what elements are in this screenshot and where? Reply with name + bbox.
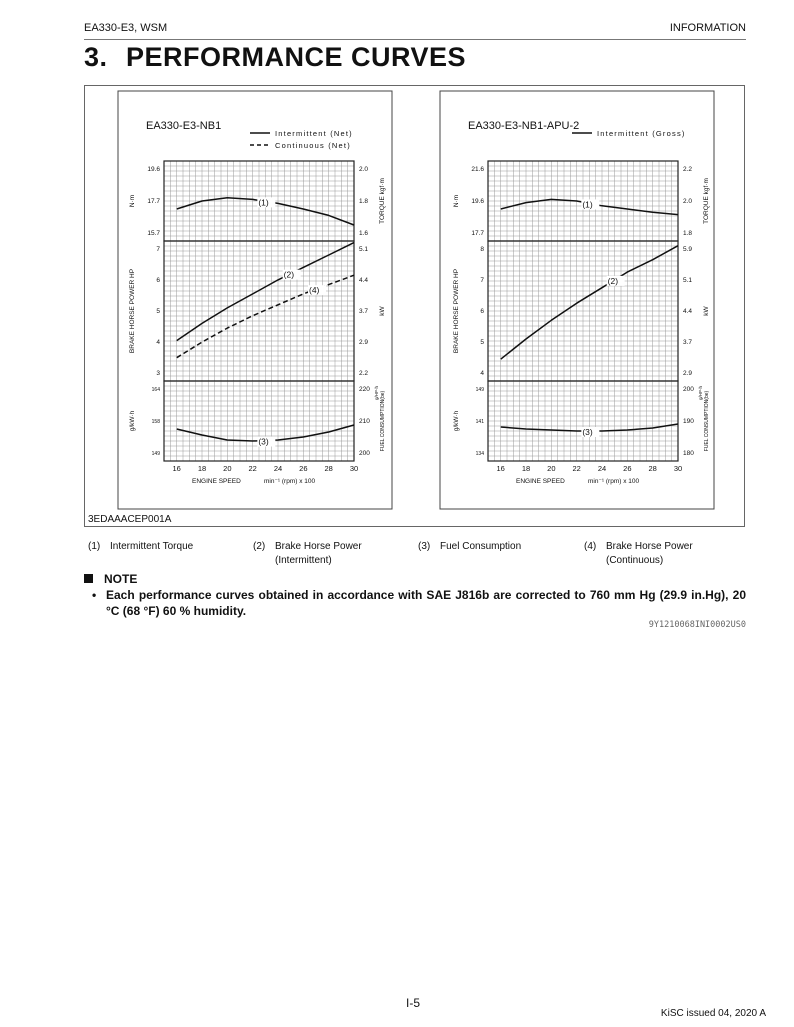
legend-item-4-text: Brake Horse Power — [606, 541, 693, 552]
legend-item-2-num: (2) — [253, 541, 266, 552]
chart2-fuel-right-tick: 190 — [683, 418, 694, 425]
chart1-torque-right-label: TORQUE kgf·m — [379, 178, 386, 224]
header-section: INFORMATION — [669, 22, 746, 34]
chart2-fuel-left-tick: 149 — [475, 387, 484, 393]
chart1-power-left-tick: 5 — [156, 308, 160, 315]
chart1-x-tick: 24 — [273, 464, 283, 473]
chart2-legend-label-1: Intermittent (Gross) — [597, 129, 686, 138]
chart1-torque-right-tick: 2.0 — [359, 166, 369, 173]
chart2-power-right-tick: 3.7 — [683, 339, 693, 346]
legend-item-4-text2: (Continuous) — [606, 555, 664, 566]
chart1-border — [118, 91, 392, 509]
page-title-number: 3. — [84, 42, 108, 72]
chart1-fuel-left-label: g/kW·h — [129, 410, 136, 432]
chart2-torque-right-tick: 2.2 — [683, 166, 693, 173]
chart1-x-tick: 28 — [324, 464, 333, 473]
chart2-power-left-tick: 4 — [480, 370, 484, 377]
legend-item-2 — [253, 540, 362, 568]
chart2-x-tick: 30 — [673, 464, 683, 473]
chart1-power-series-label: (2) — [283, 269, 295, 280]
chart2-power-series-label: (2) — [607, 275, 619, 286]
chart1-torque-left-tick: 15.7 — [147, 230, 160, 237]
chart1-power-right-tick: 2.9 — [359, 339, 369, 346]
legend-item-4 — [584, 540, 693, 568]
chart2-power-left-label: BRAKE HORSE POWER HP — [453, 268, 460, 354]
chart2-power-right-tick: 4.4 — [683, 308, 693, 315]
chart2-torque-left-tick: 19.6 — [471, 198, 484, 205]
chart2-x-tick: 22 — [572, 464, 581, 473]
legend-item-3 — [418, 540, 521, 554]
chart1-power-right-tick: 4.4 — [359, 277, 369, 284]
chart1-title: EA330-E3-NB1 — [146, 120, 222, 132]
chart1-fuel-left-tick: 164 — [151, 387, 160, 393]
chart2-torque-left-tick: 21.6 — [471, 166, 484, 173]
chart2-power-right-tick: 5.1 — [683, 277, 693, 284]
chart2-torque-left-label: N·m — [453, 194, 460, 208]
chart2-fuel-left-tick: 141 — [475, 419, 484, 425]
note-text: Each performance curves obtained in accordance with SAE J816b are corrected to 760 mm Hg (29.9 in.Hg), 20 °C (68 °F) 60 % humidity. — [106, 588, 746, 618]
chart1-legend-label-2: Continuous (Net) — [275, 141, 351, 150]
note-heading-text: NOTE — [104, 572, 138, 586]
chart2-x-tick: 16 — [496, 464, 505, 473]
chart2-xunit: min⁻¹ (rpm) x 100 — [588, 478, 640, 485]
chart1-torque-left-tick: 17.7 — [147, 198, 160, 205]
chart2-x-tick: 24 — [597, 464, 607, 473]
figure-id: 3EDAAACEP001A — [88, 514, 172, 525]
note-bullet: • — [92, 588, 97, 602]
chart2-fuel-left-label: g/kW·h — [453, 410, 460, 432]
chart1-fuel-right-tick: 210 — [359, 418, 370, 425]
page-title-text: PERFORMANCE CURVES — [126, 42, 467, 72]
legend-item-3-text: Fuel Consumption — [440, 541, 522, 552]
chart1-power-left-tick: 7 — [156, 246, 160, 253]
chart2-power-left-tick: 5 — [480, 339, 484, 346]
chart2-power-left-tick: 8 — [480, 246, 484, 253]
chart2-power-left-tick: 6 — [480, 308, 484, 315]
chart1-xlabel: ENGINE SPEED — [192, 478, 241, 485]
chart2-fuel-series-label: (3) — [582, 427, 593, 437]
chart2-torque-right-label: TORQUE kgf·m — [703, 178, 710, 224]
legend-item-2-text2: (Intermittent) — [275, 555, 332, 566]
legend-item-1 — [88, 540, 193, 554]
chart1-power-right-tick: 5.1 — [359, 246, 369, 253]
chart2-fuel-left-tick: 134 — [475, 451, 484, 457]
header-model: EA330-E3, WSM — [84, 22, 168, 34]
legend-item-1-num: (1) — [88, 541, 101, 552]
chart2-x-tick: 20 — [547, 464, 556, 473]
chart2-fuel-right-tick: 200 — [683, 386, 694, 393]
chart1-torque-series-label: (1) — [258, 197, 269, 208]
chart1-x-tick: 26 — [299, 464, 308, 473]
legend-item-2-text: Brake Horse Power — [275, 541, 362, 552]
note-body — [92, 587, 746, 619]
chart2-power-right-tick: 2.9 — [683, 370, 693, 377]
page-number: I-5 — [406, 996, 421, 1010]
chart2-fuel-right-label: FUEL CONSUMPTION(be) — [704, 390, 710, 452]
chart1-torque-right-tick: 1.6 — [359, 230, 369, 237]
note-square-icon — [84, 574, 93, 583]
chart1-legend-label-1: Intermittent (Net) — [275, 129, 353, 138]
chart1-fuel-left-tick: 158 — [151, 419, 160, 425]
chart1-power-left-tick: 4 — [156, 339, 160, 346]
chart1-x-tick: 20 — [223, 464, 232, 473]
chart1-torque-left-label: N·m — [129, 194, 136, 208]
chart1-torque-right-tick: 1.8 — [359, 198, 369, 205]
chart1-power-left-tick: 3 — [156, 370, 160, 377]
chart2-power-right-label: kW — [703, 306, 710, 316]
chart1-power-right-tick: 2.2 — [359, 370, 369, 377]
performance-charts — [85, 86, 746, 528]
chart1-power-right-label: kW — [379, 306, 386, 316]
header-rule — [84, 39, 746, 40]
chart2-torque-right-tick: 1.8 — [683, 230, 693, 237]
chart1-fuel-series-label: (3) — [258, 436, 269, 447]
chart2-title: EA330-E3-NB1-APU-2 — [468, 120, 580, 132]
chart1-x-tick: 22 — [248, 464, 257, 473]
chart1-power-left-label: BRAKE HORSE POWER HP — [129, 268, 136, 354]
chart1-x-tick: 16 — [172, 464, 181, 473]
doc-code: 9Y1210068INI0002US0 — [648, 620, 746, 630]
chart2-power-right-tick: 5.9 — [683, 246, 693, 253]
chart1-fuel-right-label: FUEL CONSUMPTION(be) — [380, 390, 386, 452]
legend-item-1-text: Intermittent Torque — [110, 541, 194, 552]
chart2-fuel-right-tick: 180 — [683, 450, 694, 457]
chart1-x-tick: 18 — [197, 464, 207, 473]
chart2-border — [440, 91, 714, 509]
note-heading — [84, 572, 137, 586]
chart2-power-left-tick: 7 — [480, 277, 484, 284]
legend-item-3-num: (3) — [418, 541, 431, 552]
chart1-power-left-tick: 6 — [156, 277, 160, 284]
figure-frame — [84, 85, 745, 527]
chart1-fuel-left-tick: 149 — [151, 451, 160, 457]
chart1-fuel-right-unit: g/HP·h — [374, 385, 379, 401]
chart2-x-tick: 26 — [623, 464, 632, 473]
chart1-torque-left-tick: 19.6 — [147, 166, 160, 173]
chart2-torque-right-tick: 2.0 — [683, 198, 693, 205]
chart1-fuel-right-tick: 220 — [359, 386, 370, 393]
chart1-xunit: min⁻¹ (rpm) x 100 — [264, 478, 316, 485]
chart1-fuel-right-tick: 200 — [359, 450, 370, 457]
chart1-x-tick: 30 — [349, 464, 359, 473]
page-title — [84, 42, 466, 73]
chart1-power-series-label: (4) — [309, 285, 320, 296]
legend-item-4-num: (4) — [584, 541, 597, 552]
chart1-power-right-tick: 3.7 — [359, 308, 369, 315]
chart2-x-tick: 18 — [521, 464, 531, 473]
chart2-torque-series-label: (1) — [582, 199, 593, 210]
chart2-torque-left-tick: 17.7 — [471, 230, 484, 237]
chart2-fuel-right-unit: g/HP·h — [698, 385, 703, 401]
issued-date: KiSC issued 04, 2020 A — [660, 1008, 766, 1019]
chart2-x-tick: 28 — [648, 464, 657, 473]
chart2-xlabel: ENGINE SPEED — [516, 478, 565, 485]
